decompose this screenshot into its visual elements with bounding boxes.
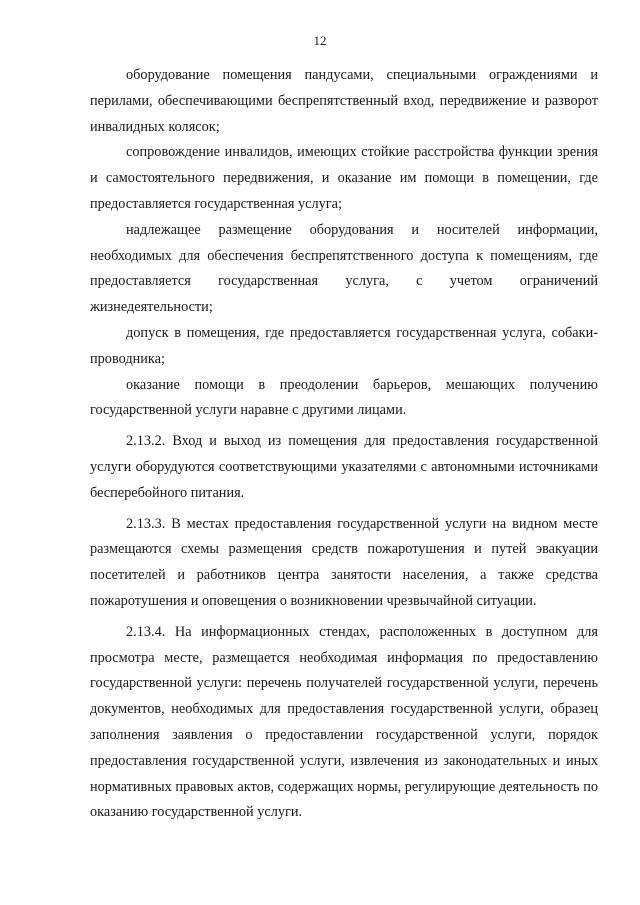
- paragraph-equipment-placement: надлежащее размещение оборудования и носителей информации, необходимых для обеспечения беспрепятственного доступа к помещениям, где предоставляется государственная услуга, с учетом ограничений жизнедеятельности;: [90, 221, 598, 316]
- paragraph-ramps: оборудование помещения пандусами, специальными ограждениями и перилами, обеспечивающими беспрепятственный вход, передвижение и разворот инвалидных колясок;: [90, 67, 598, 135]
- paragraph-2-13-2: 2.13.2. Вход и выход из помещения для предоставления государственной услуги оборудуются соответствующими указателями с автономными источниками бесперебойного питания.: [90, 433, 598, 501]
- page-body: [90, 63, 598, 826]
- paragraph-2-13-3: 2.13.3. В местах предоставления государственной услуги на видном месте размещаются схемы размещения средств пожаротушения и путей эвакуации посетителей и работников центра занятости населения, а также средства пожаротушения и оповещения о возникновении чрезвычайной ситуации.: [90, 515, 598, 609]
- paragraph-escort: сопровождение инвалидов, имеющих стойкие расстройства функции зрения и самостоятельного передвижения, и оказание им помощи в помещении, где предоставляется государственная услуга;: [90, 144, 598, 212]
- paragraph-barrier-assistance: оказание помощи в преодолении барьеров, мешающих получению государственной услуги наравне с другими лицами.: [90, 376, 598, 419]
- page-number: 12: [313, 33, 327, 48]
- paragraph-2-13-4: 2.13.4. На информационных стендах, расположенных в доступном для просмотра месте, размещается необходимая информация по предоставлению государственной услуги: перечень получателей государственной услуги, перечень документов, необходимых для предоставления государственной услуги, образец заполнения заявления о предоставлении государственной услуги, порядок предоставления государственной услуги, извлечения из законодательных и иных нормативных правовых актов, содержащих нормы, регулирующие деятельность по оказанию государственной услуги.: [90, 623, 598, 821]
- paragraph-guide-dog: допуск в помещения, где предоставляется государственная услуга, собаки-проводника;: [90, 324, 598, 367]
